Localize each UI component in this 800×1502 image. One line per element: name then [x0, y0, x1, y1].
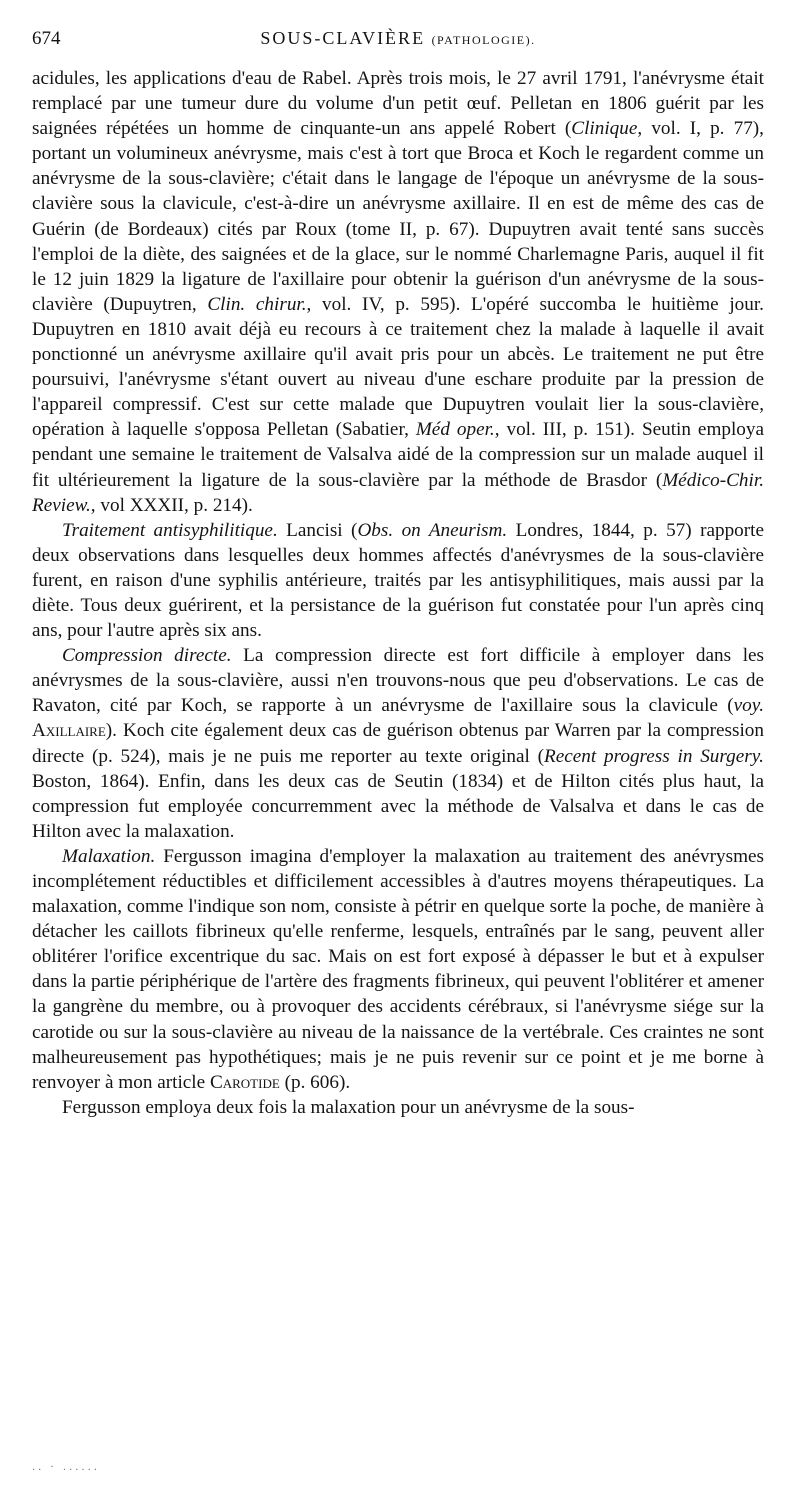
text-run: , vol. III, p. 151). Seutin employa pendant une semaine le traitement de Valsalva aidé de la compression sur un malade auquel il fit ultérieurement la ligature de la sous-clavière par la méthode de Brasdor ( — [32, 419, 765, 491]
running-title — [32, 28, 764, 49]
text-run: acidules, les applications d'eau de Rabel. Après trois mois, le 27 avril 1791, l'anévrysme était remplacé par une tumeur dure du volume d'un petit œuf. Pelletan en 1806 guérit par les saignées répétées un homme de cinquante-un ans appelé Robert ( — [32, 68, 764, 140]
italic-citation: Méd oper. — [415, 419, 495, 441]
book-page — [32, 28, 764, 1120]
cross-reference: Carotide — [209, 1071, 280, 1093]
paragraph-compression — [32, 643, 764, 844]
running-title-sub: (PATHOLOGIE). — [431, 33, 536, 47]
paragraph-antisyphilitic — [32, 518, 764, 643]
page-number: 674 — [32, 28, 61, 49]
italic-citation: Clin. chirur. — [207, 293, 307, 315]
paragraph-fergusson — [32, 1095, 764, 1120]
section-heading-antisyphilitic: Traitement antisyphilitique. — [62, 519, 278, 541]
running-head — [32, 28, 764, 58]
text-run: , vol. I, p. 77), portant un volumineux anévrysme, mais c'est à tort que Broca et Koch le regardent comme un anévrysme de la sous-clavière; c'était dans le langage de l'époque un anévrysme de la sous-clavière sous la clavicule, c'est-à-dire un anévrysme axillaire. Il en est de même des cas de Guérin (de Bordeaux) cités par Roux (tome II, p. 67). Dupuytren avait tenté sans succès l'emploi de la diète, des saignées et de la glace, sur le nommé Charlemagne Paris, auquel il fit le 12 juin 1829 la ligature de l'axillaire pour obtenir la guérison d'un anévrysme de la sous-clavière (Dupuytren, — [32, 118, 764, 315]
text-run: , vol. IV, p. 595). L'opéré succomba le huitième jour. Dupuytren en 1810 avait déjà eu recours à ce traitement chez la malade à laquelle il avait ponctionné un anévrysme axillaire qu'il avait pris pour un abcès. Le traitement ne put être poursuivi, l'anévrysme s'étant ouvert au niveau d'une eschare produite par la pression de l'appareil compressif. C'est sur cette malade que Dupuytren voulait lier la sous-clavière, opération à laquelle s'opposa Pelletan (Sabatier, — [32, 293, 764, 441]
italic-citation: Obs. on Aneurism. — [357, 519, 508, 541]
italic-citation: Clinique — [571, 118, 638, 140]
paragraph-continued — [32, 66, 764, 518]
section-heading-malaxation: Malaxation. — [62, 845, 156, 867]
cross-reference: Axillaire — [32, 720, 106, 742]
text-run: (p. 606). — [279, 1071, 351, 1093]
italic-citation: voy. — [733, 695, 764, 717]
paragraph-malaxation — [32, 844, 764, 1095]
text-run: Fergusson employa deux fois la malaxation pour un anévrysme de la sous- — [62, 1096, 635, 1118]
footer-marks: .. · ...... — [32, 1462, 100, 1473]
text-run: Londres, 1844, p. 57) rapporte deux observations dans lesquelles deux hommes affectés d'anévrysmes de la sous-clavière furent, en raison d'une syphilis antérieure, traités par les antisyphilitiques, mais aussi par la diète. Tous deux guérirent, et la persistance de la guérison fut constatée pour l'un après cinq ans, pour l'autre après six ans. — [32, 519, 764, 642]
text-run: ). Koch cite également deux cas de guérison obtenus par Warren par la compression directe (p. 524), mais je ne puis me reporter au texte original ( — [32, 720, 764, 767]
section-heading-compression: Compression directe. — [62, 645, 232, 667]
body-text — [32, 66, 764, 1120]
text-run: Lancisi ( — [277, 519, 358, 541]
text-run: Boston, 1864). Enfin, dans les deux cas de Seutin (1834) et de Hilton cités plus haut, la compression fut employée concurremment avec la méthode de Valsalva et dans le cas de Hilton avec la malaxation. — [32, 770, 764, 842]
text-run: , vol XXXII, p. 214). — [90, 494, 253, 516]
text-run: Fergusson imagina d'employer la malaxation au traitement des anévrysmes incomplétement réductibles et difficilement accessibles à d'autres moyens thérapeutiques. La malaxation, comme l'indique son nom, consiste à pétrir en quelque sorte la poche, de manière à détacher les caillots fibrineux qu'elle renferme, lesquels, entraînés par le sang, peuvent aller oblitérer l'orifice excentrique du sac. Mais on est fort exposé à dépasser le but et à expulser dans la partie périphérique de l'artère des fragments fibrineux, qui peuvent l'oblitérer et amener la gangrène du membre, ou à provoquer des accidents cérébraux, si l'anévrysme siége sur la carotide ou sur la sous-clavière au niveau de la naissance de la vertébrale. Ces craintes ne sont malheureusement pas hypothétiques; mais je ne puis revenir sur ce point et je me borne à renvoyer à mon article — [32, 845, 764, 1093]
italic-citation: Médico-Chir. Review. — [32, 469, 764, 516]
running-title-main: SOUS-CLAVIÈRE — [260, 28, 426, 48]
text-run: La compression directe est fort difficile à employer dans les anévrysmes de la sous-clavière, aussi n'en trouvons-nous que peu d'observations. Le cas de Ravaton, cité par Koch, se rapporte à un anévrysme de l'axillaire sous la clavicule ( — [32, 645, 765, 717]
italic-citation: Recent progress in Surgery. — [544, 745, 764, 767]
